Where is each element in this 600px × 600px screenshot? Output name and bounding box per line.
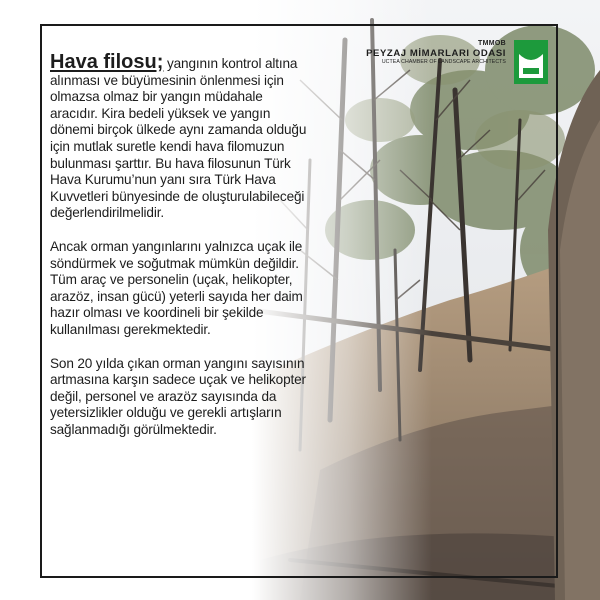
chamber-logo bbox=[352, 40, 552, 86]
article-text bbox=[50, 51, 312, 455]
paragraph-1-text: yangının kontrol altına alınması ve büyümesinin önlenmesi için olmazsa olmaz bir yangın müdahale aracıdır. Kira bedeli yüksek ve yangın dönemi birçok ülkede aynı zamanda olduğu için mutlak suretle kendi hava filomuzun bulunması şarttır. Bu hava filosunun Türk Hava Kurumu’nun yanı sıra Türk Hava Kuvvetleri bünyesinde de oluşturulabileceği değerlendirilmelidir. bbox=[50, 56, 307, 221]
chamber-emblem-icon bbox=[514, 40, 548, 84]
logo-subtitle: UCTEA CHAMBER OF LANDSCAPE ARCHITECTS bbox=[381, 59, 506, 65]
paragraph-1 bbox=[50, 51, 312, 222]
article-heading: Hava filosu; bbox=[50, 51, 164, 73]
paragraph-2: Ancak orman yangınlarını yalnızca uçak ile söndürmek ve soğutmak mümkün değildir. Tüm araç ve personelin (uçak, helikopter, arazöz, insan gücü) yeterli sayıda her daim hazır olması ve koordineli bir şekilde kullanılması gerekmektedir. bbox=[50, 238, 303, 337]
logo-name: PEYZAJ MİMARLARI ODASI bbox=[366, 48, 506, 59]
paragraph-3: Son 20 yılda çıkan orman yangını sayısının artmasına karşın sadece uçak ve helikopter değil, personel ve arazöz sayısında da yetersizlikler olduğu ve gerekli artışların sağlanmadığı görülmektedir. bbox=[50, 355, 306, 437]
logo-abbr: TMMOB bbox=[478, 40, 506, 47]
logo-text bbox=[366, 40, 506, 66]
